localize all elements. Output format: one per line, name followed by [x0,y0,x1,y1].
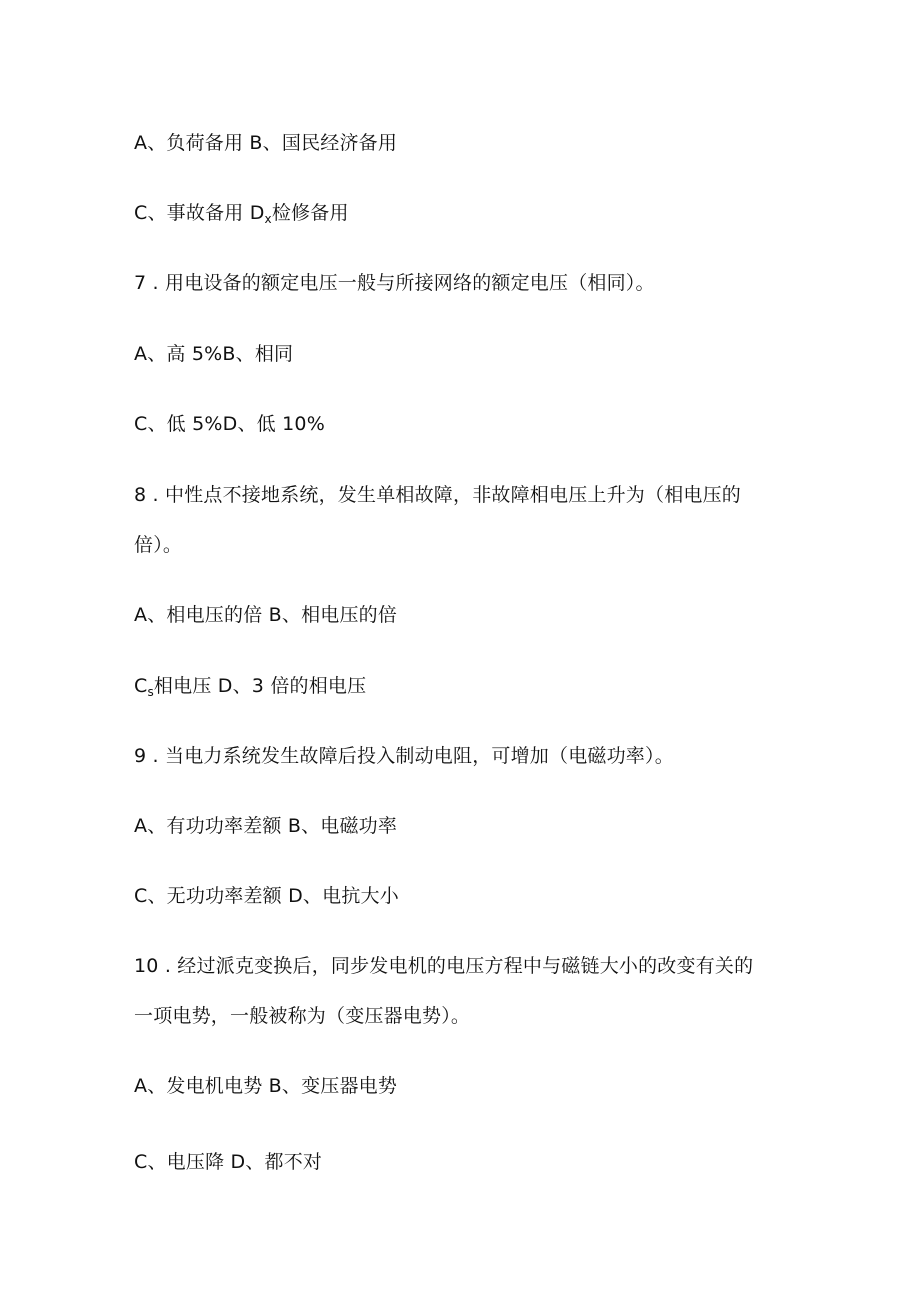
option-text: C、事故备用 D [134,202,265,224]
option-line-q8-ab: A、相电压的倍 B、相电压的倍 [134,604,398,626]
option-text: C [134,675,148,697]
question-7: 7 . 用电设备的额定电压一般与所接网络的额定电压（相同）。 [134,272,655,294]
option-text: 检修备用 [271,202,349,224]
option-line-q10-ab: A、发电机电势 B、变压器电势 [134,1075,398,1097]
question-9: 9 . 当电力系统发生故障后投入制动电阻，可增加（电磁功率）。 [134,745,674,767]
question-10: 10 . 经过派克变换后，同步发电机的电压方程中与磁链大小的改变有关的 [134,955,754,977]
option-line-q9-ab: A、有功功率差额 B、电磁功率 [134,815,398,837]
question-10-continued: 一项电势，一般被称为（变压器电势）。 [134,1005,471,1027]
question-8: 8 . 中性点不接地系统，发生单相故障，非故障相电压上升为（相电压的 [134,484,742,506]
option-line-q10-cd: C、电压降 D、都不对 [134,1151,323,1173]
option-line-q8-cd [134,674,366,704]
option-line-q7-ab: A、高 5%B、相同 [134,343,294,365]
subscript-char: s [147,685,154,699]
option-line-q7-cd: C、低 5%D、低 10% [134,413,325,435]
subscript-char: x [264,212,272,226]
option-text: 相电压 D、3 倍的相电压 [153,675,367,697]
question-8-continued: 倍）。 [134,534,183,556]
option-line-q6-cd [134,201,349,231]
option-line-q6-ab: A、负荷备用 B、国民经济备用 [134,132,398,154]
option-line-q9-cd: C、无功功率差额 D、电抗大小 [134,885,399,907]
